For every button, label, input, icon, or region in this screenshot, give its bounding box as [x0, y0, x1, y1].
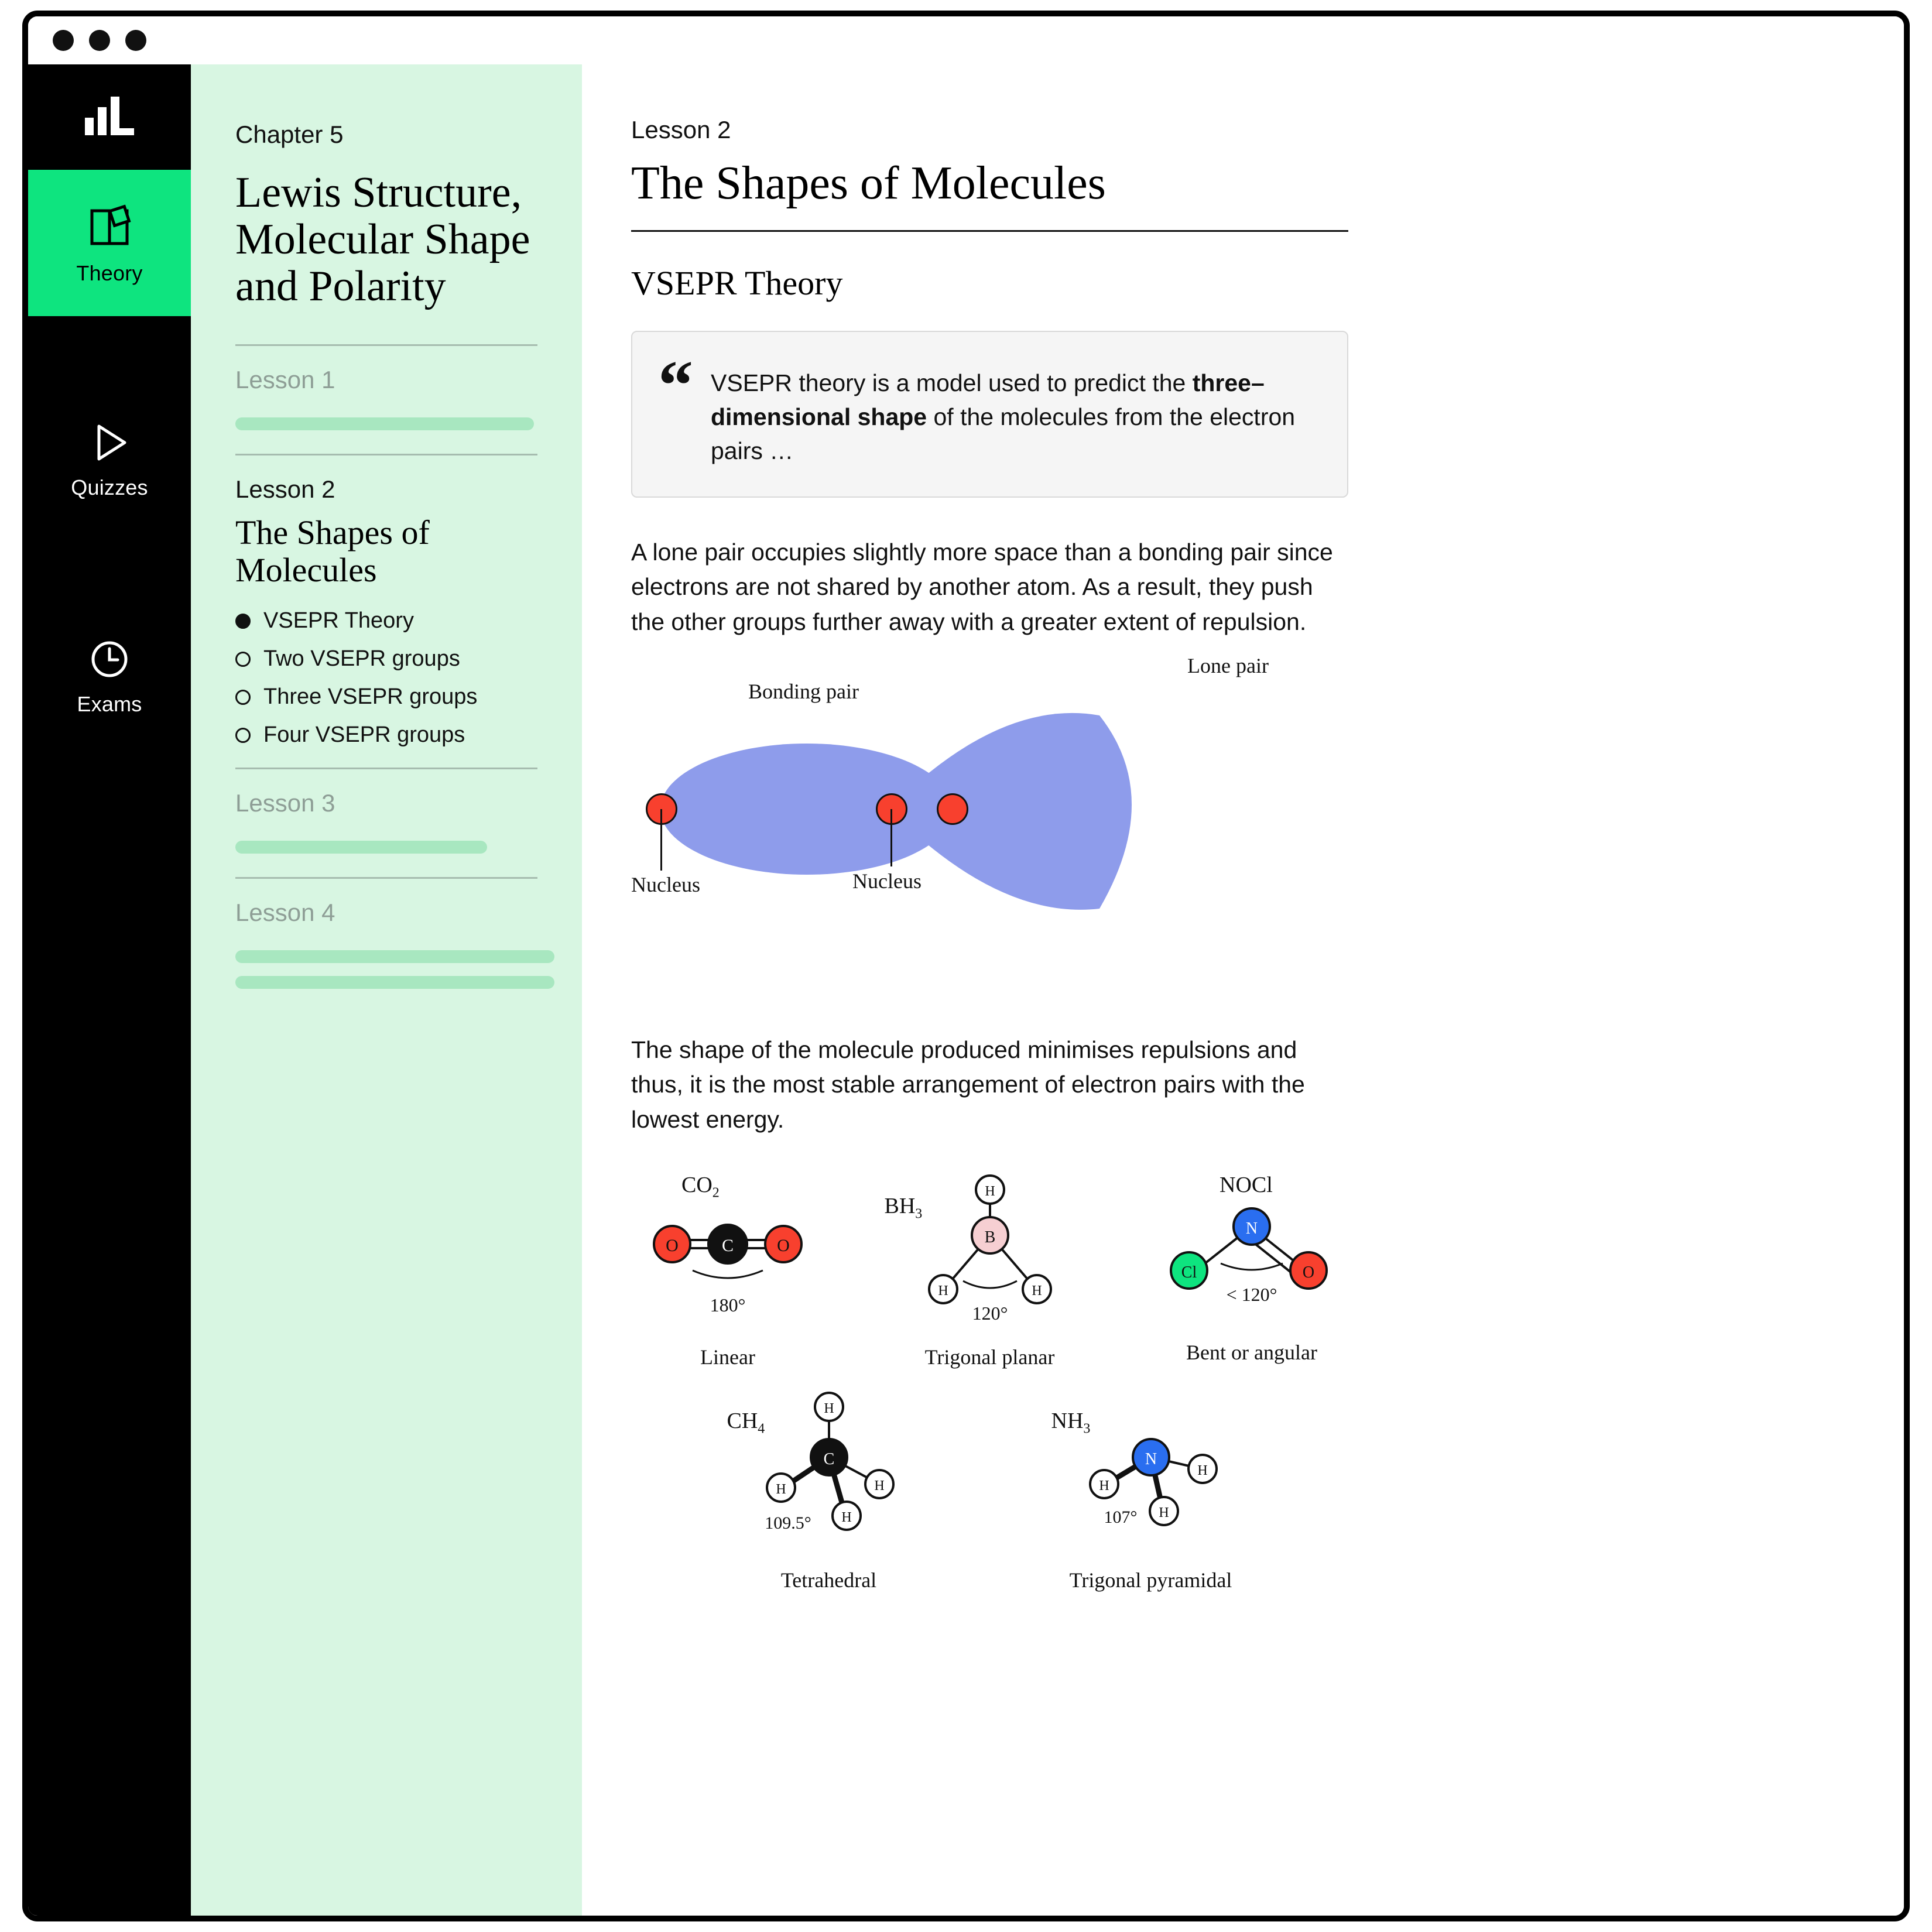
molecule-nocl-structure	[1155, 1200, 1348, 1329]
molecule-nocl-formula: NOCl	[1220, 1173, 1273, 1198]
definition-callout	[631, 331, 1348, 498]
svg-text:H: H	[841, 1510, 852, 1526]
window-titlebar	[28, 16, 1904, 64]
svg-text:< 120°: < 120°	[1226, 1284, 1277, 1306]
toc-topic-three-vsepr-groups[interactable]	[235, 684, 537, 710]
app-logo	[28, 64, 191, 170]
svg-text:180°: 180°	[710, 1294, 746, 1316]
definition-text-part1: VSEPR theory is a model used to predict the	[711, 369, 1193, 396]
toc-lesson-3[interactable]	[235, 789, 537, 854]
toc-topic-label: Four VSEPR groups	[263, 722, 465, 748]
svg-text:C: C	[823, 1450, 834, 1469]
svg-text:H: H	[873, 1478, 885, 1494]
page-title: The Shapes of Molecules	[631, 157, 1106, 209]
definition-text	[711, 358, 1320, 468]
svg-text:H: H	[984, 1184, 995, 1200]
svg-text:Cl: Cl	[1181, 1263, 1197, 1282]
lone-pair-label: Lone pair	[1187, 653, 1269, 677]
sidebar-item-theory[interactable]	[28, 170, 191, 316]
molecule-nocl	[1155, 1172, 1348, 1365]
sidebar-item-theory-label: Theory	[76, 261, 143, 285]
svg-text:H: H	[1031, 1283, 1042, 1299]
molecule-bh3	[885, 1172, 1095, 1369]
toc-lesson-1[interactable]	[235, 366, 537, 430]
toc-lesson-4[interactable]	[235, 899, 537, 989]
molecule-row-1	[631, 1172, 1348, 1369]
svg-text:O: O	[666, 1236, 679, 1256]
toc-topic-four-vsepr-groups[interactable]	[235, 722, 537, 748]
window-maximize-dot[interactable]	[125, 30, 146, 51]
molecule-co2-structure	[631, 1205, 824, 1334]
chapter-toc	[191, 64, 582, 1916]
svg-text:109.5°: 109.5°	[764, 1513, 811, 1533]
window-minimize-dot[interactable]	[89, 30, 110, 51]
svg-text:H: H	[823, 1401, 834, 1417]
svg-text:O: O	[777, 1236, 790, 1256]
toc-lesson-3-label: Lesson 3	[235, 789, 335, 817]
toc-topic-label: Two VSEPR groups	[263, 646, 460, 672]
molecule-nh3-caption: Trigonal pyramidal	[1069, 1568, 1232, 1592]
chapter-eyebrow: Chapter 5	[235, 121, 344, 148]
nucleus-left-2	[937, 793, 968, 825]
svg-text:C: C	[721, 1236, 734, 1256]
bullet-empty-icon	[235, 690, 251, 705]
nucleus-label-right: Nucleus	[852, 869, 922, 893]
toc-lesson-2-title: The Shapes of Molecules	[235, 513, 430, 589]
sidebar-item-exams-label: Exams	[77, 692, 142, 716]
svg-text:107°: 107°	[1104, 1508, 1137, 1527]
toc-topic-two-vsepr-groups[interactable]	[235, 646, 537, 672]
molecule-bh3-caption: Trigonal planar	[924, 1345, 1055, 1369]
bar-chart-logo-icon	[83, 92, 136, 142]
divider	[235, 344, 537, 346]
divider	[235, 454, 537, 455]
molecule-nh3-formula: $NH_3$	[1051, 1409, 1091, 1437]
molecule-bh3-formula: $BH_3$	[884, 1194, 923, 1222]
lesson-eyebrow: Lesson 2	[631, 116, 731, 143]
svg-text:H: H	[775, 1482, 786, 1498]
window-close-dot[interactable]	[53, 30, 74, 51]
toc-lesson-2[interactable]	[235, 475, 537, 748]
divider	[235, 768, 537, 769]
molecule-ch4	[724, 1387, 934, 1592]
molecule-co2-formula: $CO_2$	[681, 1173, 720, 1201]
svg-text:O: O	[1302, 1263, 1315, 1282]
toc-lesson-1-label: Lesson 1	[235, 365, 335, 393]
svg-text:H: H	[1158, 1505, 1169, 1521]
definition-text-bold: three–dimensional shape	[711, 369, 1265, 431]
sidebar-item-quizzes[interactable]	[28, 386, 191, 533]
clock-icon	[86, 636, 133, 683]
orbital-shapes	[631, 674, 1348, 1002]
bullet-filled-icon	[235, 614, 251, 629]
svg-text:B: B	[984, 1228, 995, 1247]
paragraph-stable-arrangement: The shape of the molecule produced minimises repulsions and thus, it is the most stable arrangement of electron pairs with the lowest energy.	[631, 1036, 1305, 1133]
toc-topic-label: VSEPR Theory	[263, 608, 414, 633]
molecule-nocl-caption: Bent or angular	[1186, 1341, 1317, 1365]
molecule-row-2	[631, 1387, 1348, 1592]
bullet-empty-icon	[235, 728, 251, 743]
toc-lesson-4-placeholder	[235, 976, 554, 989]
bonding-pair-label: Bonding pair	[748, 679, 859, 703]
molecule-co2	[631, 1172, 824, 1369]
svg-text:N: N	[1145, 1450, 1157, 1469]
nucleus-label-left: Nucleus	[631, 872, 700, 896]
toc-lesson-4-placeholder	[235, 950, 554, 963]
book-pages-icon	[84, 200, 135, 252]
title-divider	[631, 230, 1348, 232]
molecule-nh3	[1046, 1387, 1256, 1592]
molecule-co2-caption: Linear	[700, 1345, 755, 1369]
quote-mark-icon: “	[658, 346, 693, 424]
toc-lesson-1-placeholder	[235, 417, 534, 430]
lesson-content	[582, 64, 1904, 1916]
toc-lesson-4-label: Lesson 4	[235, 899, 335, 927]
svg-text:H: H	[1098, 1478, 1109, 1494]
toc-lesson-2-label: Lesson 2	[235, 475, 335, 503]
sidebar-rail	[28, 64, 191, 1916]
play-triangle-icon	[86, 419, 133, 466]
divider	[235, 877, 537, 879]
definition-text-part2: of the molecules from the electron pairs …	[711, 403, 1296, 465]
sidebar-item-exams[interactable]	[28, 603, 191, 749]
orbital-diagram	[631, 653, 1348, 1002]
molecule-ch4-caption: Tetrahedral	[780, 1568, 877, 1592]
chapter-title: Lewis Structure, Molecular Shape and Polarity	[235, 169, 530, 310]
toc-topic-vsepr-theory[interactable]	[235, 608, 537, 633]
bullet-empty-icon	[235, 652, 251, 667]
leader-line	[660, 809, 662, 871]
paragraph-lone-pair: A lone pair occupies slightly more space than a bonding pair since electrons are not shared by another atom. As a result, they push the other groups further away with a greater extent of repulsion.	[631, 538, 1333, 635]
toc-topic-list	[235, 608, 537, 748]
section-heading: VSEPR Theory	[631, 264, 843, 302]
toc-lesson-3-placeholder	[235, 841, 487, 854]
app-window	[22, 11, 1910, 1921]
svg-text:120°: 120°	[972, 1303, 1008, 1324]
svg-text:N: N	[1245, 1220, 1258, 1238]
svg-text:H: H	[937, 1283, 948, 1299]
svg-text:H: H	[1197, 1463, 1208, 1479]
leader-line	[890, 809, 892, 866]
molecule-ch4-formula: $CH_4$	[727, 1409, 765, 1437]
sidebar-item-quizzes-label: Quizzes	[71, 475, 148, 499]
toc-topic-label: Three VSEPR groups	[263, 684, 478, 710]
